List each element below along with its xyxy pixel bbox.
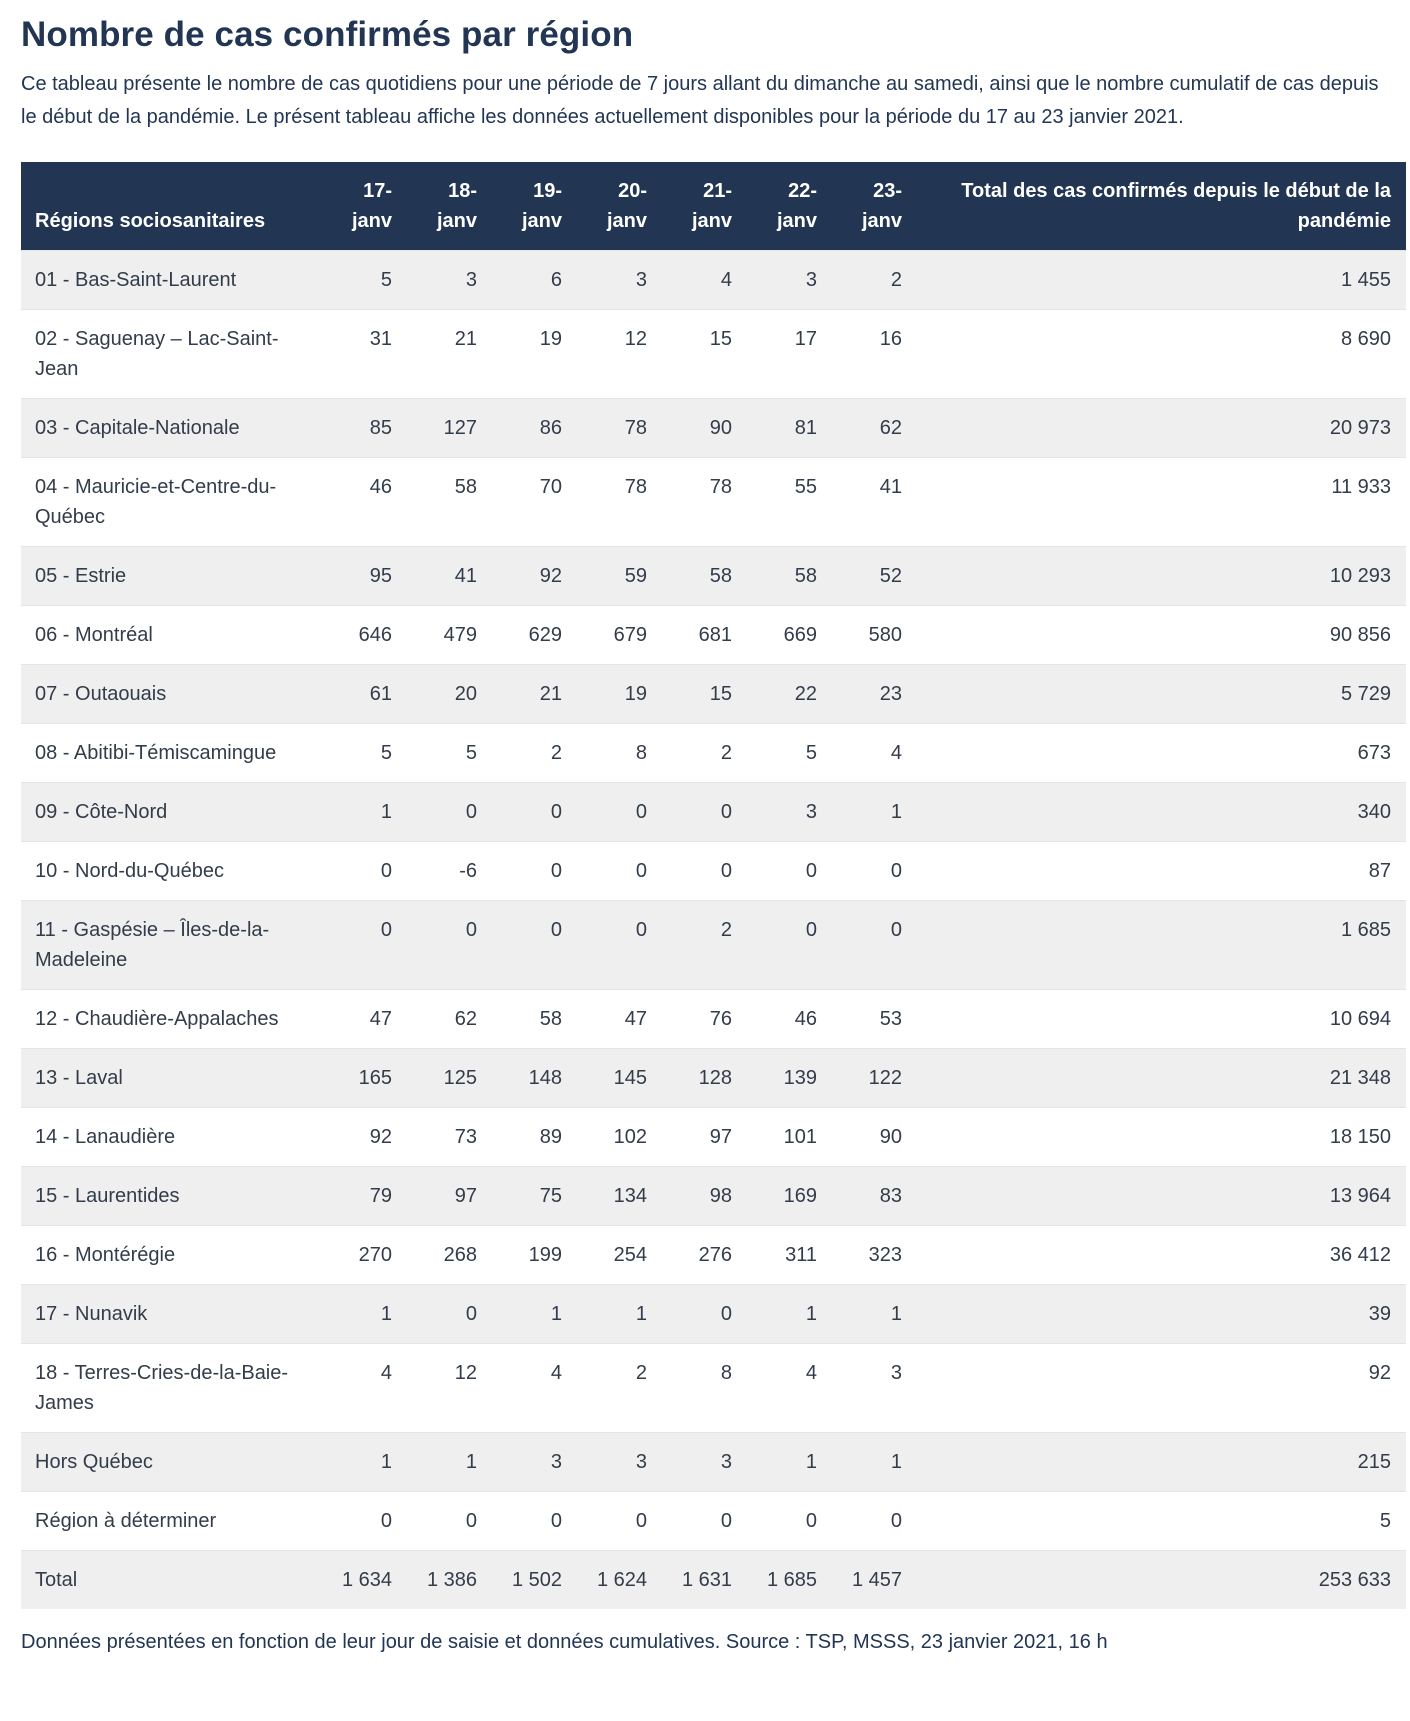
daily-cases-cell: 0 [661, 1492, 746, 1551]
daily-cases-cell: 61 [321, 665, 406, 724]
table-row [21, 251, 1406, 310]
table-row [21, 606, 1406, 665]
daily-cases-cell: 4 [746, 1344, 831, 1433]
daily-cases-cell: 0 [321, 842, 406, 901]
daily-cases-cell: 1 457 [831, 1551, 916, 1610]
region-name-cell: 12 - Chaudière-Appalaches [21, 990, 321, 1049]
region-name-cell: 17 - Nunavik [21, 1285, 321, 1344]
daily-cases-cell: 92 [321, 1108, 406, 1167]
daily-cases-cell: 4 [661, 251, 746, 310]
daily-cases-cell: 1 [321, 1285, 406, 1344]
daily-cases-cell: 98 [661, 1167, 746, 1226]
daily-cases-cell: 76 [661, 990, 746, 1049]
cumulative-total-cell: 18 150 [916, 1108, 1406, 1167]
daily-cases-cell: 0 [746, 1492, 831, 1551]
daily-cases-cell: 3 [746, 251, 831, 310]
daily-cases-cell: 19 [491, 310, 576, 399]
daily-cases-cell: 323 [831, 1226, 916, 1285]
table-description: Ce tableau présente le nombre de cas quotidiens pour une période de 7 jours allant du dimanche au samedi, ainsi que le nombre cumulatif de cas depuis le début de la pandémie. Le présent tableau affiche les données actuellement disponibles pour la période du 17 au 23 janvier 2021. [21, 73, 1379, 128]
column-header-day: 18- janv [436, 180, 477, 232]
daily-cases-cell: 58 [491, 990, 576, 1049]
cumulative-total-cell: 20 973 [916, 399, 1406, 458]
daily-cases-cell: 0 [491, 901, 576, 990]
column-header-day: 20- janv [606, 180, 647, 232]
daily-cases-cell: 0 [746, 842, 831, 901]
daily-cases-cell: 1 634 [321, 1551, 406, 1610]
daily-cases-cell: 3 [661, 1433, 746, 1492]
table-row [21, 1226, 1406, 1285]
daily-cases-cell: 3 [491, 1433, 576, 1492]
daily-cases-cell: 134 [576, 1167, 661, 1226]
cumulative-total-cell: 340 [916, 783, 1406, 842]
region-name-cell: 08 - Abitibi-Témiscamingue [21, 724, 321, 783]
daily-cases-cell: 1 [321, 783, 406, 842]
daily-cases-cell: 78 [661, 458, 746, 547]
daily-cases-cell: 79 [321, 1167, 406, 1226]
daily-cases-cell: 17 [746, 310, 831, 399]
daily-cases-cell: 1 502 [491, 1551, 576, 1610]
table-header [21, 162, 1406, 251]
daily-cases-cell: 1 [321, 1433, 406, 1492]
region-name-cell: 11 - Gaspésie – Îles-de-la-Madeleine [21, 901, 321, 990]
daily-cases-cell: 102 [576, 1108, 661, 1167]
cumulative-total-cell: 87 [916, 842, 1406, 901]
cumulative-total-cell: 21 348 [916, 1049, 1406, 1108]
daily-cases-cell: 6 [491, 251, 576, 310]
daily-cases-cell: 165 [321, 1049, 406, 1108]
daily-cases-cell: 254 [576, 1226, 661, 1285]
table-row [21, 1433, 1406, 1492]
daily-cases-cell: 19 [576, 665, 661, 724]
source-note: Données présentées en fonction de leur jour de saisie et données cumulatives. Source : TSP, MSSS, 23 janvier 2021, 16 h [21, 1631, 1108, 1653]
table-row [21, 665, 1406, 724]
daily-cases-cell: 125 [406, 1049, 491, 1108]
cumulative-total-cell: 253 633 [916, 1551, 1406, 1610]
daily-cases-cell: 8 [661, 1344, 746, 1433]
region-name-cell: 03 - Capitale-Nationale [21, 399, 321, 458]
cumulative-total-cell: 13 964 [916, 1167, 1406, 1226]
daily-cases-cell: 0 [406, 1285, 491, 1344]
header-row [21, 162, 1406, 251]
daily-cases-cell: 0 [661, 783, 746, 842]
table-row [21, 1285, 1406, 1344]
daily-cases-cell: 15 [661, 310, 746, 399]
table-body [21, 251, 1406, 1610]
cumulative-total-cell: 5 729 [916, 665, 1406, 724]
daily-cases-cell: 0 [491, 783, 576, 842]
table-row [21, 547, 1406, 606]
cases-by-region-table [21, 162, 1406, 1609]
daily-cases-cell: 3 [831, 1344, 916, 1433]
daily-cases-cell: 0 [321, 1492, 406, 1551]
daily-cases-cell: 85 [321, 399, 406, 458]
daily-cases-cell: 1 631 [661, 1551, 746, 1610]
daily-cases-cell: 1 [746, 1433, 831, 1492]
daily-cases-cell: 0 [831, 1492, 916, 1551]
daily-cases-cell: 1 [576, 1285, 661, 1344]
column-header-day: 22- janv [776, 180, 817, 232]
cumulative-total-cell: 92 [916, 1344, 1406, 1433]
daily-cases-cell: 1 [831, 1433, 916, 1492]
daily-cases-cell: 97 [661, 1108, 746, 1167]
daily-cases-cell: 3 [576, 1433, 661, 1492]
daily-cases-cell: 1 624 [576, 1551, 661, 1610]
cumulative-total-cell: 215 [916, 1433, 1406, 1492]
daily-cases-cell: 0 [576, 1492, 661, 1551]
region-name-cell: Total [21, 1551, 321, 1610]
daily-cases-cell: 12 [576, 310, 661, 399]
daily-cases-cell: 59 [576, 547, 661, 606]
daily-cases-cell: 3 [406, 251, 491, 310]
daily-cases-cell: 97 [406, 1167, 491, 1226]
daily-cases-cell: 0 [831, 901, 916, 990]
cumulative-total-cell: 39 [916, 1285, 1406, 1344]
daily-cases-cell: 679 [576, 606, 661, 665]
region-name-cell: 02 - Saguenay – Lac-Saint-Jean [21, 310, 321, 399]
daily-cases-cell: 2 [576, 1344, 661, 1433]
column-header-day: 17- janv [351, 180, 392, 232]
daily-cases-cell: 580 [831, 606, 916, 665]
daily-cases-cell: 92 [491, 547, 576, 606]
daily-cases-cell: 31 [321, 310, 406, 399]
cumulative-total-cell: 1 685 [916, 901, 1406, 990]
daily-cases-cell: 0 [661, 1285, 746, 1344]
daily-cases-cell: 78 [576, 399, 661, 458]
daily-cases-cell: 0 [576, 783, 661, 842]
daily-cases-cell: 0 [491, 1492, 576, 1551]
daily-cases-cell: 62 [406, 990, 491, 1049]
daily-cases-cell: 1 [831, 783, 916, 842]
daily-cases-cell: 311 [746, 1226, 831, 1285]
cumulative-total-cell: 11 933 [916, 458, 1406, 547]
region-name-cell: 06 - Montréal [21, 606, 321, 665]
region-name-cell: 14 - Lanaudière [21, 1108, 321, 1167]
daily-cases-cell: 95 [321, 547, 406, 606]
daily-cases-cell: 75 [491, 1167, 576, 1226]
table-row [21, 458, 1406, 547]
column-header-day: 23- janv [861, 180, 902, 232]
daily-cases-cell: 23 [831, 665, 916, 724]
daily-cases-cell: 0 [406, 901, 491, 990]
daily-cases-cell: 22 [746, 665, 831, 724]
daily-cases-cell: 78 [576, 458, 661, 547]
daily-cases-cell: 270 [321, 1226, 406, 1285]
table-row [21, 842, 1406, 901]
cumulative-total-cell: 8 690 [916, 310, 1406, 399]
column-header-region: Régions sociosanitaires [35, 210, 266, 232]
region-name-cell: 13 - Laval [21, 1049, 321, 1108]
daily-cases-cell: 101 [746, 1108, 831, 1167]
table-row [21, 1492, 1406, 1551]
daily-cases-cell: 1 [406, 1433, 491, 1492]
daily-cases-cell: 53 [831, 990, 916, 1049]
daily-cases-cell: 1 685 [746, 1551, 831, 1610]
daily-cases-cell: 58 [406, 458, 491, 547]
daily-cases-cell: 5 [321, 251, 406, 310]
daily-cases-cell: 47 [321, 990, 406, 1049]
daily-cases-cell: 2 [831, 251, 916, 310]
region-name-cell: Région à déterminer [21, 1492, 321, 1551]
daily-cases-cell: 5 [746, 724, 831, 783]
daily-cases-cell: 122 [831, 1049, 916, 1108]
daily-cases-cell: 148 [491, 1049, 576, 1108]
daily-cases-cell: 139 [746, 1049, 831, 1108]
daily-cases-cell: 0 [321, 901, 406, 990]
daily-cases-cell: 21 [491, 665, 576, 724]
cumulative-total-cell: 36 412 [916, 1226, 1406, 1285]
region-name-cell: 01 - Bas-Saint-Laurent [21, 251, 321, 310]
daily-cases-cell: 41 [406, 547, 491, 606]
daily-cases-cell: 2 [661, 724, 746, 783]
daily-cases-cell: 0 [406, 783, 491, 842]
daily-cases-cell: 268 [406, 1226, 491, 1285]
region-name-cell: 07 - Outaouais [21, 665, 321, 724]
cumulative-total-cell: 10 293 [916, 547, 1406, 606]
daily-cases-cell: 81 [746, 399, 831, 458]
column-header-day: 19- janv [521, 180, 562, 232]
daily-cases-cell: 90 [661, 399, 746, 458]
daily-cases-cell: 12 [406, 1344, 491, 1433]
daily-cases-cell: 90 [831, 1108, 916, 1167]
daily-cases-cell: 58 [661, 547, 746, 606]
daily-cases-cell: 276 [661, 1226, 746, 1285]
daily-cases-cell: 21 [406, 310, 491, 399]
daily-cases-cell: 0 [831, 842, 916, 901]
daily-cases-cell: 629 [491, 606, 576, 665]
table-row [21, 310, 1406, 399]
region-name-cell: 15 - Laurentides [21, 1167, 321, 1226]
region-name-cell: 09 - Côte-Nord [21, 783, 321, 842]
daily-cases-cell: 127 [406, 399, 491, 458]
cumulative-total-cell: 673 [916, 724, 1406, 783]
region-name-cell: 16 - Montérégie [21, 1226, 321, 1285]
table-row [21, 1551, 1406, 1610]
region-name-cell: 05 - Estrie [21, 547, 321, 606]
daily-cases-cell: 1 [491, 1285, 576, 1344]
daily-cases-cell: 4 [831, 724, 916, 783]
table-row [21, 990, 1406, 1049]
region-name-cell: 18 - Terres-Cries-de-la-Baie-James [21, 1344, 321, 1433]
daily-cases-cell: 4 [491, 1344, 576, 1433]
daily-cases-cell: 0 [661, 842, 746, 901]
daily-cases-cell: 16 [831, 310, 916, 399]
daily-cases-cell: 8 [576, 724, 661, 783]
daily-cases-cell: 169 [746, 1167, 831, 1226]
daily-cases-cell: 0 [406, 1492, 491, 1551]
daily-cases-cell: -6 [406, 842, 491, 901]
daily-cases-cell: 73 [406, 1108, 491, 1167]
daily-cases-cell: 199 [491, 1226, 576, 1285]
daily-cases-cell: 70 [491, 458, 576, 547]
daily-cases-cell: 46 [746, 990, 831, 1049]
daily-cases-cell: 46 [321, 458, 406, 547]
cumulative-total-cell: 10 694 [916, 990, 1406, 1049]
table-row [21, 1108, 1406, 1167]
daily-cases-cell: 2 [491, 724, 576, 783]
daily-cases-cell: 83 [831, 1167, 916, 1226]
table-row [21, 1049, 1406, 1108]
cumulative-total-cell: 5 [916, 1492, 1406, 1551]
daily-cases-cell: 2 [661, 901, 746, 990]
daily-cases-cell: 58 [746, 547, 831, 606]
region-name-cell: Hors Québec [21, 1433, 321, 1492]
daily-cases-cell: 0 [576, 901, 661, 990]
daily-cases-cell: 47 [576, 990, 661, 1049]
page-title: Nombre de cas confirmés par région [21, 15, 634, 54]
table-row [21, 901, 1406, 990]
daily-cases-cell: 1 [746, 1285, 831, 1344]
daily-cases-cell: 52 [831, 547, 916, 606]
table-row [21, 783, 1406, 842]
daily-cases-cell: 15 [661, 665, 746, 724]
region-name-cell: 04 - Mauricie-et-Centre-du-Québec [21, 458, 321, 547]
cumulative-total-cell: 1 455 [916, 251, 1406, 310]
daily-cases-cell: 1 [831, 1285, 916, 1344]
daily-cases-cell: 62 [831, 399, 916, 458]
column-header-day: 21- janv [691, 180, 732, 232]
daily-cases-cell: 89 [491, 1108, 576, 1167]
daily-cases-cell: 3 [576, 251, 661, 310]
daily-cases-cell: 41 [831, 458, 916, 547]
daily-cases-cell: 86 [491, 399, 576, 458]
daily-cases-cell: 479 [406, 606, 491, 665]
column-header-total: Total des cas confirmés depuis le début de la pandémie [961, 180, 1391, 232]
daily-cases-cell: 5 [406, 724, 491, 783]
daily-cases-cell: 669 [746, 606, 831, 665]
daily-cases-cell: 145 [576, 1049, 661, 1108]
daily-cases-cell: 128 [661, 1049, 746, 1108]
table-row [21, 399, 1406, 458]
daily-cases-cell: 5 [321, 724, 406, 783]
region-name-cell: 10 - Nord-du-Québec [21, 842, 321, 901]
daily-cases-cell: 55 [746, 458, 831, 547]
daily-cases-cell: 681 [661, 606, 746, 665]
daily-cases-cell: 646 [321, 606, 406, 665]
daily-cases-cell: 0 [746, 901, 831, 990]
daily-cases-cell: 0 [576, 842, 661, 901]
daily-cases-cell: 0 [491, 842, 576, 901]
daily-cases-cell: 20 [406, 665, 491, 724]
table-row [21, 1344, 1406, 1433]
daily-cases-cell: 1 386 [406, 1551, 491, 1610]
cumulative-total-cell: 90 856 [916, 606, 1406, 665]
table-row [21, 724, 1406, 783]
daily-cases-cell: 3 [746, 783, 831, 842]
daily-cases-cell: 4 [321, 1344, 406, 1433]
table-row [21, 1167, 1406, 1226]
